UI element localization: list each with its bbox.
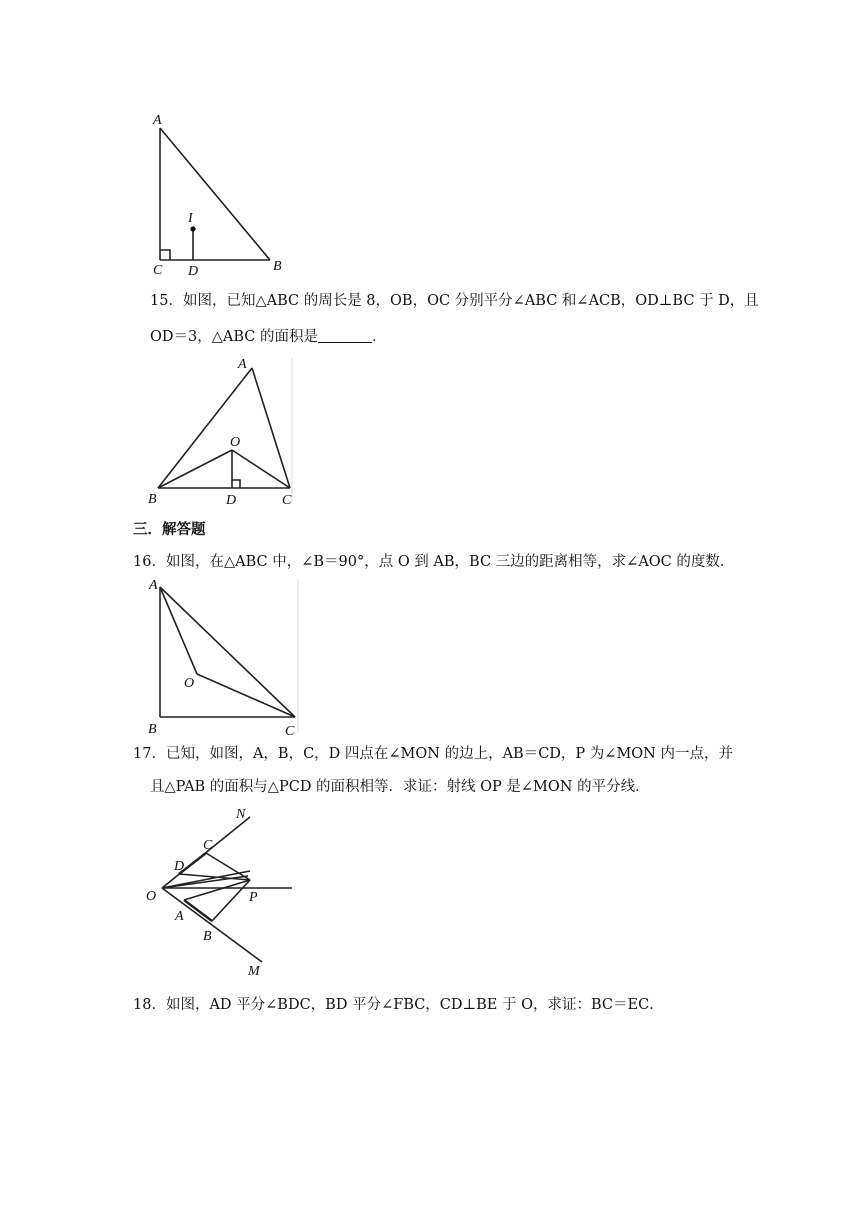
answer-blank[interactable] [318,328,372,343]
label-A: A [238,357,247,372]
label-B: B [203,929,212,944]
q17-text-line2: 且△PAB 的面积与△PCD 的面积相等．求证：射线 OP 是∠MON 的平分线． [150,779,650,795]
figure-q16-triangle [140,575,310,740]
label-C: C [203,838,213,853]
q17-text-line1: 17．已知，如图，A，B，C，D 四点在∠MON 的边上，AB＝CD，P 为∠MON 内一点，并 [133,746,733,762]
section-heading: 三．解答题 [133,522,206,538]
q18-text: 18．如图，AD 平分∠BDC，BD 平分∠FBC，CD⊥BE 于 O，求证：BC＝EC． [133,997,664,1013]
label-O: O [230,435,241,450]
label-O: O [146,889,157,904]
figure-q14-triangle [140,108,300,278]
label-B: B [273,259,282,274]
q15-line2-end: ． [372,329,387,345]
label-A: A [175,909,184,924]
label-A: A [153,113,162,128]
label-B: B [148,722,157,737]
q16-text: 16．如图，在△ABC 中，∠B＝90°，点 O 到 AB，BC 三边的距离相等，求∠AOC 的度数． [133,554,735,570]
label-C: C [153,263,163,278]
figure-q15-triangle [140,352,310,512]
label-C: C [285,724,295,739]
label-P: P [249,890,258,905]
q15-text-line1: 15．如图，已知△ABC 的周长是 8，OB，OC 分别平分∠ABC 和∠ACB，OD⊥BC 于 D，且 [150,293,759,309]
q15-line2-text: OD＝3，△ABC 的面积是 [150,329,318,345]
label-O: O [184,676,195,691]
label-D: D [226,493,237,508]
label-N: N [236,807,246,822]
label-D: D [174,859,185,874]
label-D: D [188,264,199,279]
q15-text-line2 [150,327,387,347]
label-M: M [248,964,260,979]
label-C: C [282,493,292,508]
label-I: I [188,211,193,226]
label-B: B [148,492,157,507]
figure-q17-angle [140,800,310,980]
label-A: A [149,578,158,593]
